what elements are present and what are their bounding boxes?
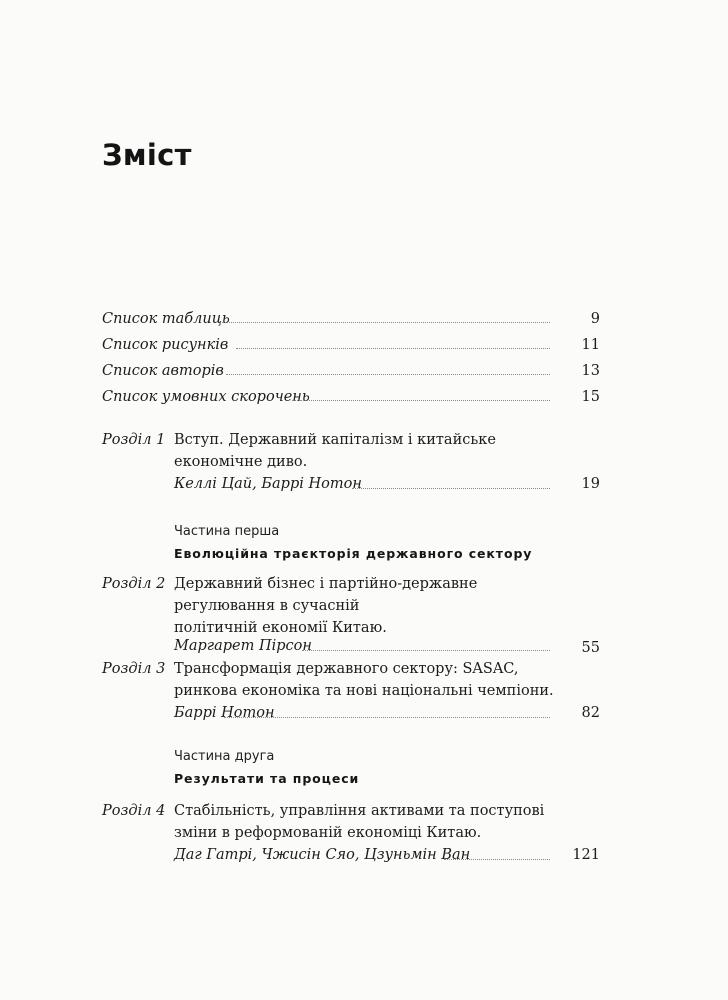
- chapter-title-line: економічне диво.: [174, 454, 308, 470]
- chapter-title-line: ринкова економіка та нові національні чемпіони.: [174, 683, 554, 699]
- toc-chapter-1[interactable]: [102, 429, 600, 499]
- chapter-title-line: Трансформація державного сектору: SASAC,: [174, 661, 519, 677]
- chapter-title-line: політичній економії Китаю.: [174, 620, 387, 636]
- dot-leader: [352, 488, 550, 489]
- chapter-authors: Маргарет Пірсон: [174, 638, 312, 654]
- toc-page-number: 11: [581, 337, 600, 353]
- dot-leader: [224, 717, 550, 718]
- dot-leader: [222, 322, 550, 323]
- toc-entry-authors[interactable]: [102, 358, 600, 384]
- toc-page-number: 13: [581, 363, 600, 379]
- chapter-number: Розділ 4: [102, 803, 166, 819]
- dot-leader: [302, 650, 550, 651]
- toc-page-number: 9: [590, 311, 600, 327]
- toc-chapter-4[interactable]: [102, 800, 600, 866]
- chapter-title-line: зміни в реформованій економіці Китаю.: [174, 825, 482, 841]
- front-matter-list: [102, 306, 600, 410]
- chapter-number: Розділ 3: [102, 661, 166, 677]
- chapter-title-line: Стабільність, управління активами та поступові: [174, 803, 545, 819]
- dot-leader: [226, 374, 550, 375]
- toc-page-number: 55: [581, 640, 600, 656]
- toc-page-number: 15: [581, 389, 600, 405]
- part-label: Частина друга: [174, 749, 275, 764]
- dot-leader: [236, 348, 550, 349]
- toc-entry-label: Список умовних скорочень: [102, 389, 310, 405]
- toc-entry-label: Список рисунків: [102, 337, 229, 353]
- chapter-authors: Даг Гатрі, Чжисін Сяо, Цзуньмін Ван: [174, 847, 471, 863]
- toc-page-number: 82: [581, 705, 600, 721]
- page-title: Зміст: [102, 138, 192, 172]
- toc-entry-label: Список таблиць: [102, 311, 230, 327]
- toc-entry-figures[interactable]: [102, 332, 600, 358]
- chapter-number: Розділ 2: [102, 576, 166, 592]
- toc-entry-label: Список авторів: [102, 363, 224, 379]
- toc-chapter-2[interactable]: [102, 573, 600, 661]
- toc-page-number: 19: [581, 476, 600, 492]
- part-title: Еволюційна траєкторія державного сектору: [174, 546, 533, 561]
- chapter-authors: Баррі Нотон: [174, 705, 275, 721]
- chapter-title-line: Вступ. Державний капіталізм і китайське: [174, 432, 496, 448]
- part-title: Результати та процеси: [174, 771, 360, 786]
- chapter-title-line: регулювання в сучасній: [174, 598, 360, 614]
- dot-leader: [292, 400, 550, 401]
- toc-entry-abbreviations[interactable]: [102, 384, 600, 410]
- toc-chapter-3[interactable]: [102, 658, 600, 724]
- dot-leader: [444, 859, 550, 860]
- part-label: Частина перша: [174, 524, 280, 539]
- chapter-title-line: Державний бізнес і партійно-державне: [174, 576, 478, 592]
- chapter-number: Розділ 1: [102, 432, 166, 448]
- chapter-authors: Келлі Цай, Баррі Нотон: [174, 476, 362, 492]
- toc-page-number: 121: [572, 847, 600, 863]
- toc-entry-tables[interactable]: [102, 306, 600, 332]
